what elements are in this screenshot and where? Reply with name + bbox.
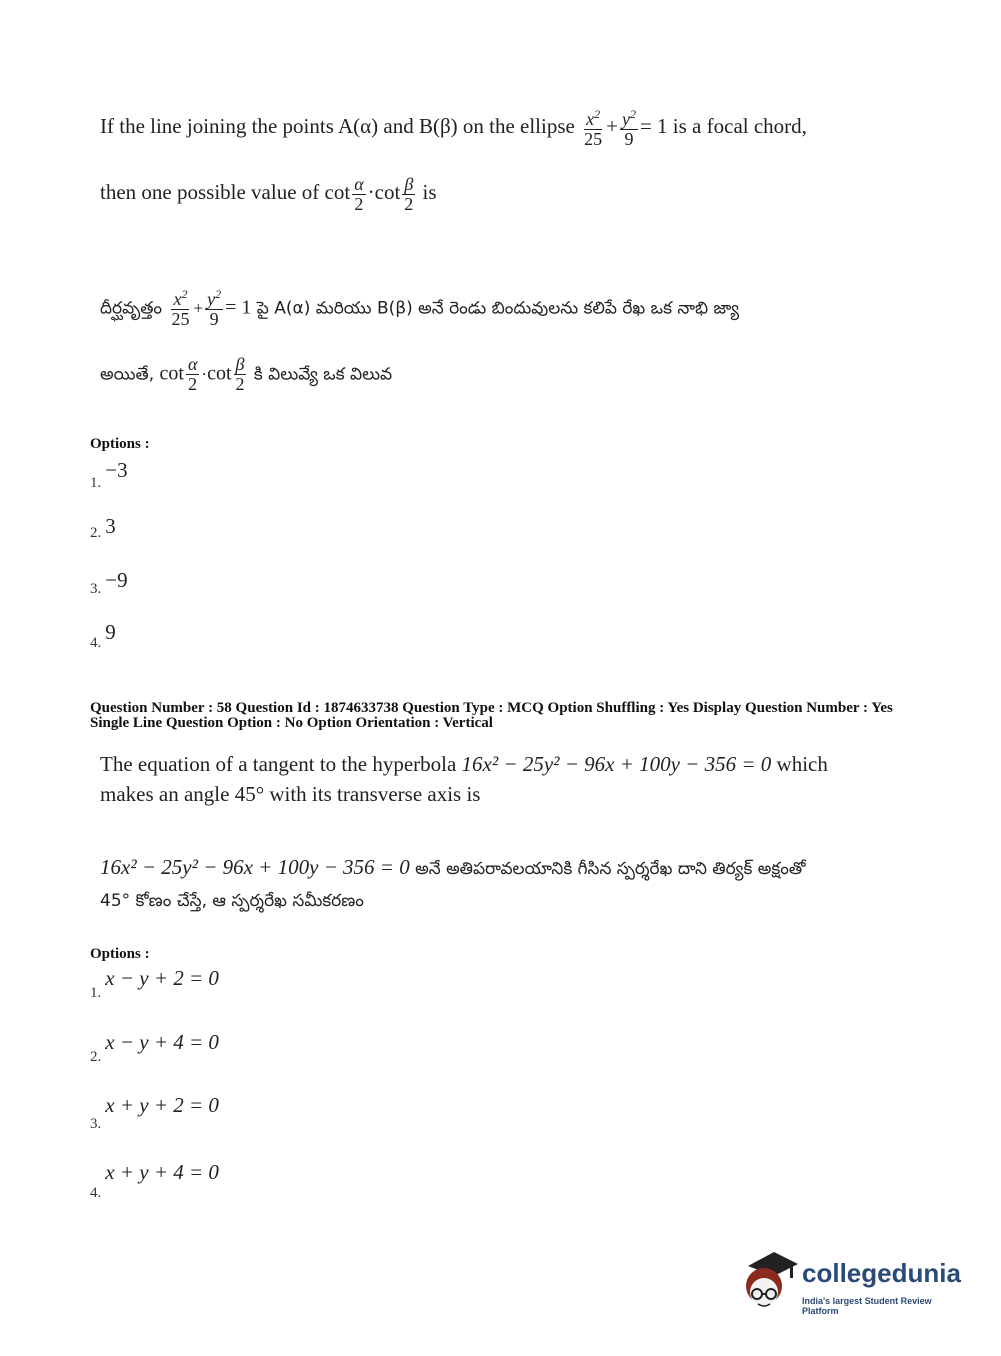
q58-options-title: Options : xyxy=(90,946,150,962)
ellipse-frac-x: $\frac{x^2}{25}$ xyxy=(584,107,603,149)
q58-option-1[interactable]: 1. x − y + 2 = 0 xyxy=(90,966,219,1001)
mascot-icon xyxy=(740,1248,800,1318)
q57-en-text-a: If the line joining the points A(α) and B(β) on the ellipse xyxy=(100,114,575,139)
q57-options-title: Options : xyxy=(90,436,150,452)
q58-meta-line2: Single Line Question Option : No Option Orientation : Vertical xyxy=(90,715,493,731)
q57-option-3[interactable]: 3. −9 xyxy=(90,568,128,597)
q57-te-line1: దీర్ఘవృత్తం $\frac{x^2}{25}$ + $\frac{y^2}{9}$ = 1 పై A(α) మరియు B(β) అనే రెండు బిందువులను కలిపే రేఖ ఒక నాభి జ్యా xyxy=(100,287,740,329)
q58-te-line2: 45° కోణం చేస్తే, ఆ స్పర్శరేఖ సమీకరణం xyxy=(100,891,364,911)
q57-option-2[interactable]: 2. 3 xyxy=(90,514,116,541)
q58-te-line1: 16x² − 25y² − 96x + 100y − 356 = 0 అనే అతిపరావలయానికి గీసిన స్పర్శరేఖ దాని తిర్యక్ అక్షంతో xyxy=(100,855,806,879)
q57-option-4[interactable]: 4. 9 xyxy=(90,620,116,651)
q58-option-3[interactable]: 3. x + y + 2 = 0 xyxy=(90,1093,219,1132)
q57-en-line1: If the line joining the points A(α) and B(β) on the ellipse $\frac{x^2}{25}$ + $\frac{y^2}{9}$ = 1 is a focal chord, xyxy=(100,107,807,149)
q57-option-1[interactable]: 1. −3 xyxy=(90,458,128,491)
q58-en-line1: The equation of a tangent to the hyperbola 16x² − 25y² − 96x + 100y − 356 = 0 which xyxy=(100,752,828,776)
q57-en-line2: then one possible value of cot $\frac{\alpha}{2}$ ·cot $\frac{\beta}{2}$ is xyxy=(100,174,437,214)
q57-en-text-b: is a focal chord, xyxy=(672,114,807,139)
logo-tagline: India's largest Student Review Platform xyxy=(802,1296,932,1316)
q58-en-line2: makes an angle 45° with its transverse axis is xyxy=(100,782,481,806)
q58-meta-line1: Question Number : 58 Question Id : 1874633738 Question Type : MCQ Option Shuffling : Yes Display Question Number : Yes xyxy=(90,700,893,716)
ellipse-frac-y: $\frac{y^2}{9}$ xyxy=(621,107,636,149)
q57-te-line2: అయితే, cot $\frac{\alpha}{2}$ ·cot $\frac{\beta}{2}$ కి విలువ్యే ఒక విలువ xyxy=(100,354,393,394)
q58-option-4[interactable]: 4. x + y + 4 = 0 xyxy=(90,1160,219,1201)
logo-name: collegedunia xyxy=(802,1258,961,1288)
collegedunia-logo[interactable] xyxy=(740,1248,970,1318)
q58-option-2[interactable]: 2. x − y + 4 = 0 xyxy=(90,1030,219,1065)
hyperbola-equation: 16x² − 25y² − 96x + 100y − 356 = 0 xyxy=(461,752,772,776)
